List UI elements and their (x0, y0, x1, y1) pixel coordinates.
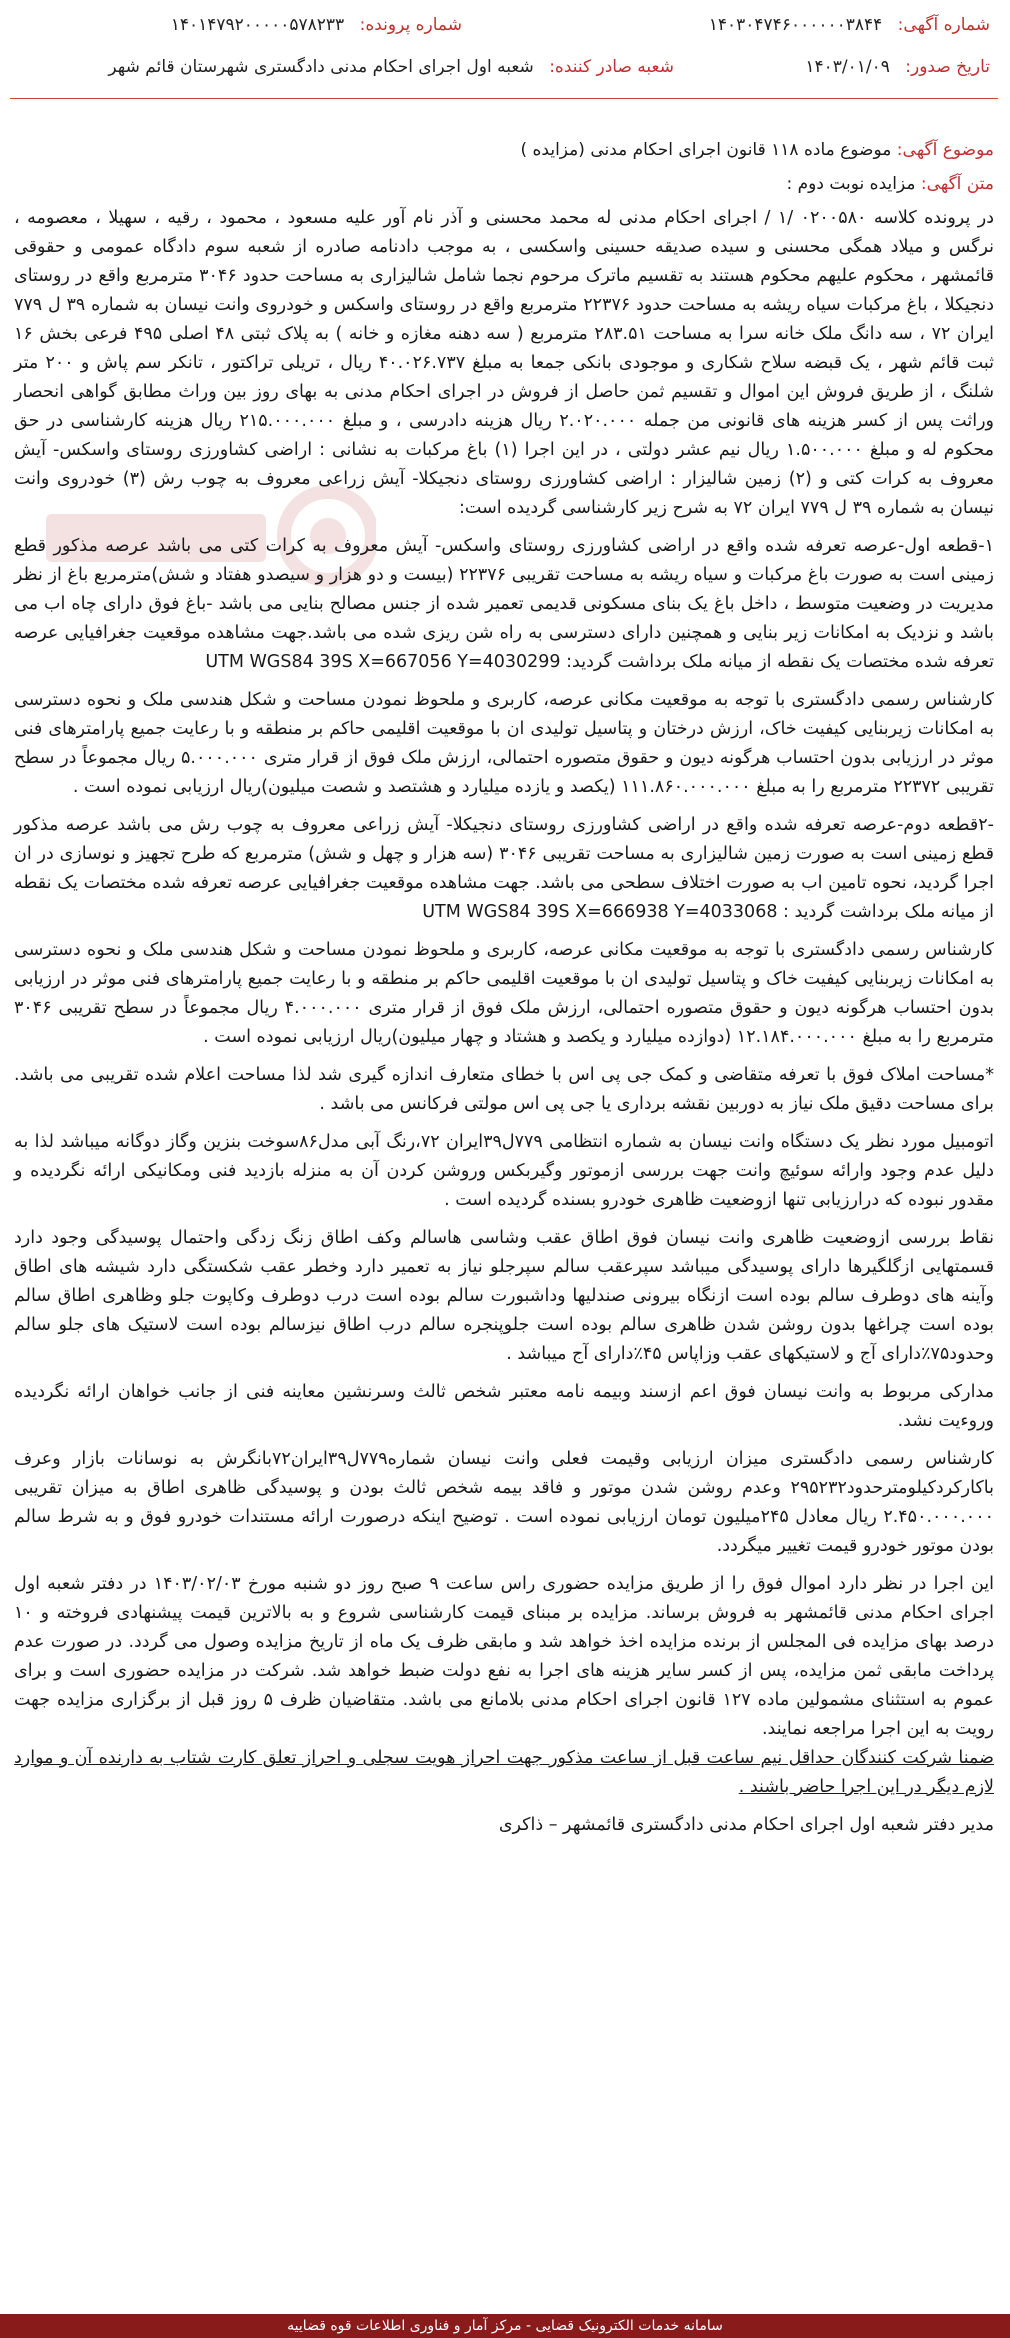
subject-label: موضوع آگهی: (896, 140, 994, 160)
notice-body (14, 138, 994, 1858)
paragraph-plot-2-valuation: کارشناس رسمی دادگستری با توجه به موقعیت مکانی عرصه، کاربری و ملحوظ نمودن مساحت و شکل هندسی ملک و نحوه دسترسی به امکانات زیربنایی کیفیت خاک و پتاسیل تولیدی ان با موقعیت اقلیمی حاکم بر منطقه و با رعایت جمیع پارامترهای فنی موثر در ارزیابی بدون احتساب هرگونه دیون و حقوق متصوره احتمالی، ارزش ملک فوق از قرار متری ۴.۰۰۰.۰۰۰ ریال مجموعاً در سطح تقریبی ۳۰۴۶ مترمربع را به مبلغ ۱۲.۱۸۴.۰۰۰.۰۰۰ (دوازده میلیارد و یکصد و هشتاد و چهار میلیون)ریال ارزیابی نموده است . (14, 940, 994, 1047)
subject-line (14, 138, 994, 162)
text-label-line (14, 172, 994, 196)
ad-number-label: شماره آگهی: (897, 15, 990, 35)
ad-number: ۱۴۰۳۰۴۷۴۶۰۰۰۰۰۰۳۸۴۴ (708, 15, 883, 35)
issue-date-label: تاریخ صدور: (905, 57, 990, 77)
issuer: شعبه اول اجرای احکام مدنی دادگستری شهرستان قائم شهر (108, 57, 534, 77)
text-label: متن آگهی: (920, 174, 994, 194)
issuer-label: شعبه صادر کننده: (549, 57, 674, 77)
ad-number-row (709, 14, 990, 36)
case-number-row (171, 14, 462, 36)
paragraph-vehicle-condition: نقاط بررسی ازوضعیت ظاهری وانت نیسان فوق اطاق عقب وشاسی هاسالم وکف اطاق زنگ زدگی واحتمال پوسیدگی وجود دارد قسمتهایی ازگلگیرها دارای پوسیدگی میباشد سپرعقب سالم سپرجلو نیاز به تعمیر دارد وخطر عقب شکستگی دارد شیشه های اطاق وآینه های دوطرف سالم بوده است ازنگاه بیرونی صندلیها وداشبورت سالم بوده است درب دوطرف وکاپوت جلو وظاهری اطاق سالم بوده است چراغها بدون روشن شدن ظاهری سالم بوده است جلوپنجره سالم درب اطاق نیزسالم بوده است لاستیک های جلو سالم وحدود۷۵٪دارای آج و لاستیکهای عقب وزاپاس ۴۵٪دارای آج میباشد . (14, 1228, 994, 1364)
text-label-value: مزایده نوبت دوم : (786, 174, 916, 194)
paragraph-auction-terms: این اجرا در نظر دارد اموال فوق را از طریق مزایده حضوری راس ساعت ۹ صبح روز دو شنبه مورخ ۱۴۰۳/۰۲/۰۳ در دفتر شعبه اول اجرای احکام مدنی قائمشهر به فروش برساند. مزایده بر مبنای قیمت کارشناسی شروع و به بالاترین قیمت پیشنهادی فروخته و ۱۰ درصد بهای مزایده فی المجلس از برنده مزایده اخذ خواهد شد و مابقی ظرف یک ماه از تاریخ مزایده وصول می گردد. در صورت عدم پرداخت مابقی ثمن مزایده، پس از کسر سایر هزینه های اجرا به نفع دولت ضبط خواهد شد. شرکت در مزایده حضوری است و برای عموم به استثنای مشمولین ماده ۱۲۷ قانون اجرای احکام مدنی بلامانع می باشد. متقاضیان ظرف ۵ روز قبل از برگزاری مزایده جهت رویت به این اجرا مراجعه نمایند. (14, 1574, 995, 1739)
case-number-label: شماره پرونده: (359, 15, 462, 35)
issuer-row (108, 56, 674, 78)
signature: مدیر دفتر شعبه اول اجرای احکام مدنی دادگستری قائمشهر – ذاکری (498, 1815, 994, 1835)
paragraph-plot-2: -۲قطعه دوم-عرصه تعرفه شده واقع در اراضی کشاورزی روستای دنجیکلا- آیش زراعی معروف به چوب رش می باشد عرصه مذکور قطع زمینی است به صورت زمین شالیزاری به مساحت تقریبی ۳۰۴۶ (سه هزار و چهل و شش) مترمربع که طرح تجهیز و نوسازی در ان اجرا گردید، نحوه تامین اب به صورت اختلاف سطحی می باشد. جهت مشاهده موقعیت جغرافیایی عرصه تعرفه شده مختصات یک نقطه از میانه ملک برداشت گردید : UTM WGS84 39S X=666938 Y=4033068 (14, 815, 994, 922)
subject-value: موضوع ماده ۱۱۸ قانون اجرای احکام مدنی (مزایده ) (520, 140, 892, 160)
footer-text: سامانه خدمات الکترونیک قضایی - مرکز آمار و فناوری اطلاعات قوه قضاییه (287, 2318, 723, 2334)
footer-bar (0, 2314, 1010, 2338)
issue-date-row (805, 56, 990, 78)
issue-date: ۱۴۰۳/۰۱/۰۹ (805, 57, 890, 77)
paragraph-attendance-note: ضمنا شرکت کنندگان حداقل نیم ساعت قبل از ساعت مذکور جهت احراز هویت سجلی و احراز تعلق کارت شتاب به دارنده آن و موارد لازم دیگر در این اجرا حاضر باشند . (14, 1748, 994, 1797)
paragraph-vehicle-valuation: کارشناس رسمی دادگستری میزان ارزیابی وقیمت فعلی وانت نیسان شماره۷۷۹ل۳۹ایران۷۲بانگرش به نوسانات بازار وعرف باکارکردکیلومترحدود۲۹۵۲۳۲ وعدم روشن شدن موتور و فاقد بیمه شخص ثالث بودن و پوسیدگی ظاهری اطاق به میزان تقریبی ۲.۴۵۰.۰۰۰.۰۰۰ ریال معادل ۲۴۵میلیون تومان ارزیابی نموده است . توضیح اینکه درصورت ارائه مستندات خودرو فوق و به شرط سالم بودن موتور خودرو قیمت تغییر میگردد. (14, 1449, 994, 1556)
paragraph-plot-1-valuation: کارشناس رسمی دادگستری با توجه به موقعیت مکانی عرصه، کاربری و ملحوظ نمودن مساحت و شکل هندسی ملک و نحوه دسترسی به امکانات زیربنایی کیفیت خاک، ارزش درختان و پتاسیل تولیدی ان با موقعیت اقلیمی حاکم بر منطقه و با رعایت جمیع پارامترهای فنی موثر در ارزیابی بدون احتساب هرگونه دیون و حقوق متصوره احتمالی، ارزش ملک فوق از قرار متری ۵.۰۰۰.۰۰۰ ریال مجموعاً در سطح تقریبی ۲۲۳۷۲ مترمربع را به مبلغ ۱۱۱.۸۶۰.۰۰۰.۰۰۰ (یکصد و یازده میلیارد و هشتصد و شصت میلیون)ریال ارزیابی نموده است . (14, 690, 995, 797)
paragraph-vehicle: اتومبیل مورد نظر یک دستگاه وانت نیسان به شماره انتظامی ۷۷۹ل۳۹ایران ۷۲،رنگ آبی مدل۸۶سوخت بنزین وگاز دوگانه میباشد لذا به دلیل عدم وجود وارائه سوئیچ وانت جهت بررسی ازموتور وگیربکس وروشن کردن آن به منزله بازدید فنی ومکانیکی ارائه نگردیده و مقدور نبوده که درارزیابی تنها ازوضعیت ظاهری خودرو بسنده گردیده است . (14, 1132, 994, 1210)
paragraph-intro: در پرونده کلاسه ۰۲۰۰۵۸۰ /۱ / اجرای احکام مدنی له محمد محسنی و آذر نام آور علیه مسعود ، محمود ، رقیه ، سهیلا ، معصومه ، نرگس و میلاد همگی محسنی و سیده صدیقه حسینی واسکسی ، به موجب دادنامه صادره از شعبه سوم دادگاه عمومی و حقوقی قائمشهر ، محکوم علیهم محکوم هستند به تقسیم ماترک مرحوم نجما شامل شالیزاری به مساحت حدود ۳۰۴۶ مترمربع واقع در روستای دنجیکلا ، باغ مرکبات سیاه ریشه به مساحت حدود ۲۲۳۷۶ مترمربع واقع در روستای واسکس و خودروی وانت نیسان به شماره ۳۹ ل ۷۷۹ ایران ۷۲ ، سه دانگ ملک خانه سرا به مساحت ۲۸۳.۵۱ مترمربع ( سه دهنه مغازه و خانه ) به پلاک ثبتی ۴۸ اصلی ۴۹۵ فرعی بخش ۱۶ ثبت قائم شهر ، یک قبضه سلاح شکاری و موجودی بانکی جمعا به مبلغ ۴۰.۰۲۶.۷۳۷ ریال ، تریلی تراکتور ، تانکر سم پاش و ۲۰۰ متر شلنگ ، از طریق فروش این اموال و تقسیم ثمن حاصل از فروش در اجرای احکام مدنی به بهای روز بین وراث مطابق گواهی انحصار وراثت پس از کسر هزینه های قانونی من جمله ۲.۰۲۰.۰۰۰ ریال هزینه دادرسی ، و مبلغ ۲۱۵.۰۰۰.۰۰۰ ریال هزینه کارشناسی در حق محکوم له و مبلغ ۱.۵۰۰.۰۰۰ ریال نیم عشر دولتی ، در این اجرا (۱) باغ مرکبات به نشانی : اراضی کشاورزی روستای واسکس- آیش معروف به کرات کتی و (۲) زمین شالیزار : اراضی کشاورزی روستای دنجیکلا- آیش زراعی معروف به چوب رش (۳) خودروی وانت نیسان به شماره ۳۹ ل ۷۷۹ ایران ۷۲ به شرح زیر کارشناسی گردیده است: (14, 208, 995, 518)
paragraph-vehicle-documents: مدارکی مربوط به وانت نیسان فوق اعم ازسند وبیمه نامه معتبر شخص ثالث وسرنشین معاینه فنی از جانب خواهان ارائه نگردیده وروءیت نشد. (14, 1382, 994, 1431)
case-number: ۱۴۰۱۴۷۹۲۰۰۰۰۰۵۷۸۲۳۳ (170, 15, 345, 35)
paragraph-area-note: *مساحت املاک فوق با تعرفه متقاضی و کمک جی پی اس با خطای متعارف اندازه گیری شد لذا مساحت اعلام شده تقریبی می باشد. برای مساحت دقیق ملک نیاز به دوربین نقشه برداری یا جی پی اس مولتی فرکانس می باشد . (14, 1065, 994, 1114)
notice-page (6, 4, 1002, 2314)
paragraph-plot-1: ۱-قطعه اول-عرصه تعرفه شده واقع در اراضی کشاورزی روستای واسکس- آیش معروف به کرات کتی می باشد عرصه مذکور قطع زمینی است به صورت باغ مرکبات و سیاه ریشه به مساحت تقریبی ۲۲۳۷۶ (بیست و دو هزار و سیصدو هفتاد و شش)مترمربع باغ از نظر مدیریت در وضعیت متوسط ، داخل باغ یک بنای مسکونی قدیمی تعمیر شده از جنس مصالح بنایی می باشد -باغ فوق دارای چاه اب می باشد و نزدیک به امکانات زیر بنایی و همچنین دارای دسترسی به راه شن ریزی شده می باشد.جهت مشاهده موقعیت جغرافیایی عرصه تعرفه شده مختصات یک نقطه از میانه ملک برداشت گردید: UTM WGS84 39S X=667056 Y=4030299 (14, 536, 994, 672)
header-divider (10, 98, 998, 99)
